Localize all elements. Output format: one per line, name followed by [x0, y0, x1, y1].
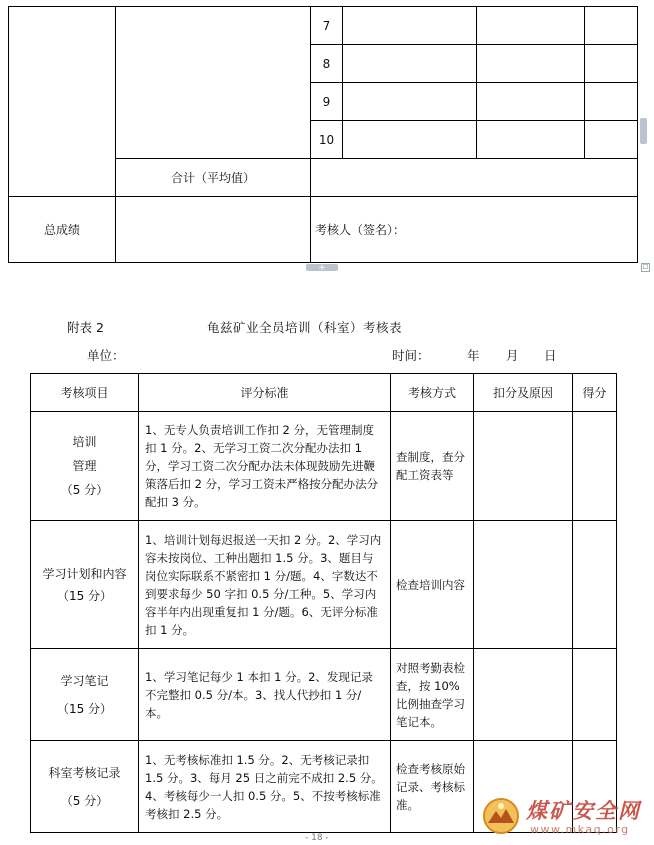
appendix-label: 附表 2 [67, 320, 104, 335]
blank-cell [9, 7, 116, 197]
row-number: 10 [311, 121, 343, 159]
examiner-signature-cell [311, 197, 638, 263]
deduction-cell [474, 412, 573, 521]
page-join-handle-bottom[interactable]: + [306, 264, 338, 271]
header-cell: 得分 [573, 374, 617, 412]
month-label: 月 [506, 348, 519, 363]
examiner-label: 考核人（签名）： [315, 223, 406, 237]
table-resize-icon[interactable]: □ [642, 263, 649, 270]
header-cell: 考核项目 [31, 374, 139, 412]
header-cell: 考核方式 [391, 374, 474, 412]
table-row [31, 521, 617, 649]
row-number: 9 [311, 83, 343, 121]
score-cell [573, 412, 617, 521]
site-url: www.mkaq.org [530, 823, 630, 836]
item-cell: 培训 管理 （5 分） [31, 412, 139, 521]
unit-label: 单位： [87, 348, 125, 363]
site-name: 煤矿安全网 [526, 799, 641, 823]
training-assessment-table [30, 373, 617, 833]
score-summary-table [8, 6, 638, 263]
header-cell: 评分标准 [139, 374, 391, 412]
row-number: 7 [311, 7, 343, 45]
time-label: 时间： [392, 348, 430, 363]
item-cell: 学习笔记 （15 分） [31, 649, 139, 741]
page-number: - 18 - [305, 833, 329, 843]
criteria-cell: 1、无考核标准扣 1.5 分。2、无考核记录扣 1.5 分。3、每月 25 日之前完不成扣 2.5 分。4、考核每少一人扣 0.5 分。5、不按考核标准考核扣 2.5 分。 [139, 741, 391, 833]
method-cell: 检查培训内容 [391, 521, 474, 649]
score-cell [573, 649, 617, 741]
page-join-handle-right[interactable] [640, 118, 647, 144]
header-row [31, 374, 617, 412]
table-row [31, 649, 617, 741]
deduction-cell [474, 649, 573, 741]
site-watermark [482, 793, 642, 841]
header-cell: 扣分及原因 [474, 374, 573, 412]
corner-marker-icon [0, 0, 7, 7]
criteria-cell: 1、培训计划每迟报送一天扣 2 分。2、学习内容未按岗位、工种出题扣 1.5 分。3、题目与岗位实际联系不紧密扣 1 分/题。4、字数达不到要求每少 50 字扣 0.5 分/工种。5、学习内容半年内出现重复扣 1 分/题。6、无评分标准扣 1 分。 [139, 521, 391, 649]
criteria-cell: 1、无专人负责培训工作扣 2 分，无管理制度扣 1 分。2、无学习工资二次分配办法扣 1 分，学习工资二次分配办法未体现鼓励先进鞭策落后扣 2 分，学习工资未严格按分配办法分配扣 3 分。 [139, 412, 391, 521]
blank-cell [116, 7, 311, 159]
subtotal-label: 合计（平均值） [116, 159, 311, 197]
total-score-label: 总成绩 [9, 197, 116, 263]
criteria-cell: 1、学习笔记每少 1 本扣 1 分。2、发现记录不完整扣 0.5 分/本。3、找人代抄扣 1 分/本。 [139, 649, 391, 741]
method-cell: 查制度，查分配工资表等 [391, 412, 474, 521]
table-row [31, 412, 617, 521]
item-cell: 科室考核记录 （5 分） [31, 741, 139, 833]
item-cell: 学习计划和内容 （15 分） [31, 521, 139, 649]
appendix-title: 龟兹矿业全员培训（科室）考核表 [207, 320, 403, 335]
score-cell [573, 521, 617, 649]
row-number: 8 [311, 45, 343, 83]
deduction-cell [474, 521, 573, 649]
site-logo-icon [482, 797, 520, 835]
method-cell: 检查考核原始记录、考核标准。 [391, 741, 474, 833]
method-cell: 对照考勤表检查，按 10%比例抽查学习笔记本。 [391, 649, 474, 741]
year-label: 年 [467, 348, 480, 363]
day-label: 日 [544, 348, 557, 363]
